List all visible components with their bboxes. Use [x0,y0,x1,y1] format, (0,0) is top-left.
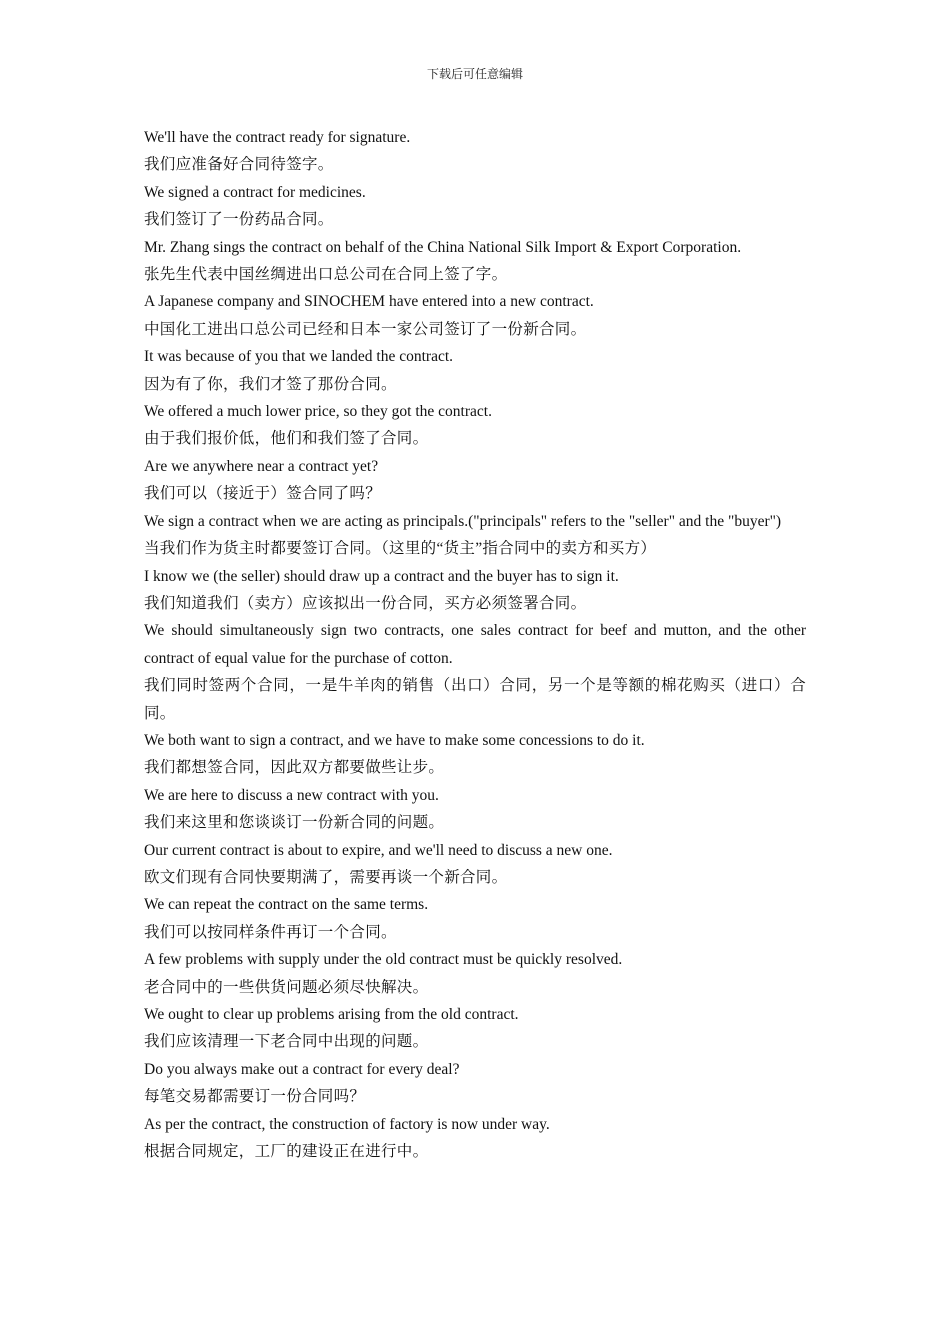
sentence-zh: 我们知道我们（卖方）应该拟出一份合同，买方必须签署合同。 [144,594,587,612]
sentence-en: We can repeat the contract on the same terms. [144,896,429,914]
sentence-zh: 我们可以（接近于）签合同了吗？ [144,485,382,503]
sentence-zh: 我们签订了一份药品合同。 [144,211,334,229]
page-header: 下载后可任意编辑 [426,67,523,81]
sentence-zh: 我们可以按同样条件再订一个合同。 [144,923,397,941]
sentence-en: A few problems with supply under the old contract must be quickly resolved. [144,951,623,969]
sentence-zh: 老合同中的一些供货问题必须尽快解决。 [144,978,429,996]
sentence-en: Mr. Zhang sings the contract on behalf of the China National Silk Import & Export Corporation. [144,238,742,256]
sentence-en: It was because of you that we landed the contract. [144,348,454,366]
sentence-en: We should simultaneously sign two contracts, one sales contract for beef and mutton, and the other contract of equal value for the purchase of cotton. [144,622,806,667]
sentence-en: We ought to clear up problems arising from the old contract. [144,1006,519,1023]
sentence-en: Our current contract is about to expire, and we'll need to discuss a new one. [144,841,613,859]
sentence-en: I know we (the seller) should draw up a contract and the buyer has to sign it. [144,567,619,585]
sentence-zh: 我们应该清理一下老合同中出现的问题。 [144,1033,429,1051]
sentence-en: Do you always make out a contract for every deal? [144,1060,460,1078]
sentence-zh: 由于我们报价低，他们和我们签了合同。 [144,430,429,448]
sentence-zh: 每笔交易都需要订一份合同吗？ [144,1088,366,1106]
sentence-zh: 欧文们现有合同快要期满了，需要再谈一个新合同。 [144,868,508,886]
sentence-zh: 当我们作为货主时都要签订合同。（这里的“货主”指合同中的卖方和买方） [144,540,657,558]
sentence-en: We both want to sign a contract, and we have to make some concessions to do it. [144,731,645,749]
sentence-en: We signed a contract for medicines. [144,183,366,201]
sentence-zh: 我们应准备好合同待签字。 [144,156,334,174]
sentence-zh: 中国化工进出口总公司已经和日本一家公司签订了一份新合同。 [144,320,587,338]
sentence-en: As per the contract, the construction of factory is now under way. [144,1115,550,1133]
sentence-en: We'll have the contract ready for signature. [144,129,411,146]
document-body [144,124,806,1165]
sentence-zh: 我们来这里和您谈谈订一份新合同的问题。 [144,814,445,832]
sentence-zh: 张先生代表中国丝绸进出口总公司在合同上签了字。 [144,266,508,284]
sentence-zh: 根据合同规定，工厂的建设正在进行中。 [144,1143,429,1161]
sentence-zh: 因为有了你，我们才签了那份合同。 [144,375,397,393]
sentence-en: A Japanese company and SINOCHEM have entered into a new contract. [144,293,594,311]
sentence-en: Are we anywhere near a contract yet? [144,457,379,475]
sentence-en: We are here to discuss a new contract with you. [144,786,439,804]
sentence-en: We sign a contract when we are acting as principals.("principals" refers to the "seller" and the "buyer") [144,512,782,530]
sentence-zh: 我们都想签合同，因此双方都要做些让步。 [144,759,445,777]
sentence-zh: 我们同时签两个合同，一是牛羊肉的销售（出口）合同，另一个是等额的棉花购买（进口）合同。 [144,677,806,722]
sentence-en: We offered a much lower price, so they got the contract. [144,403,492,421]
